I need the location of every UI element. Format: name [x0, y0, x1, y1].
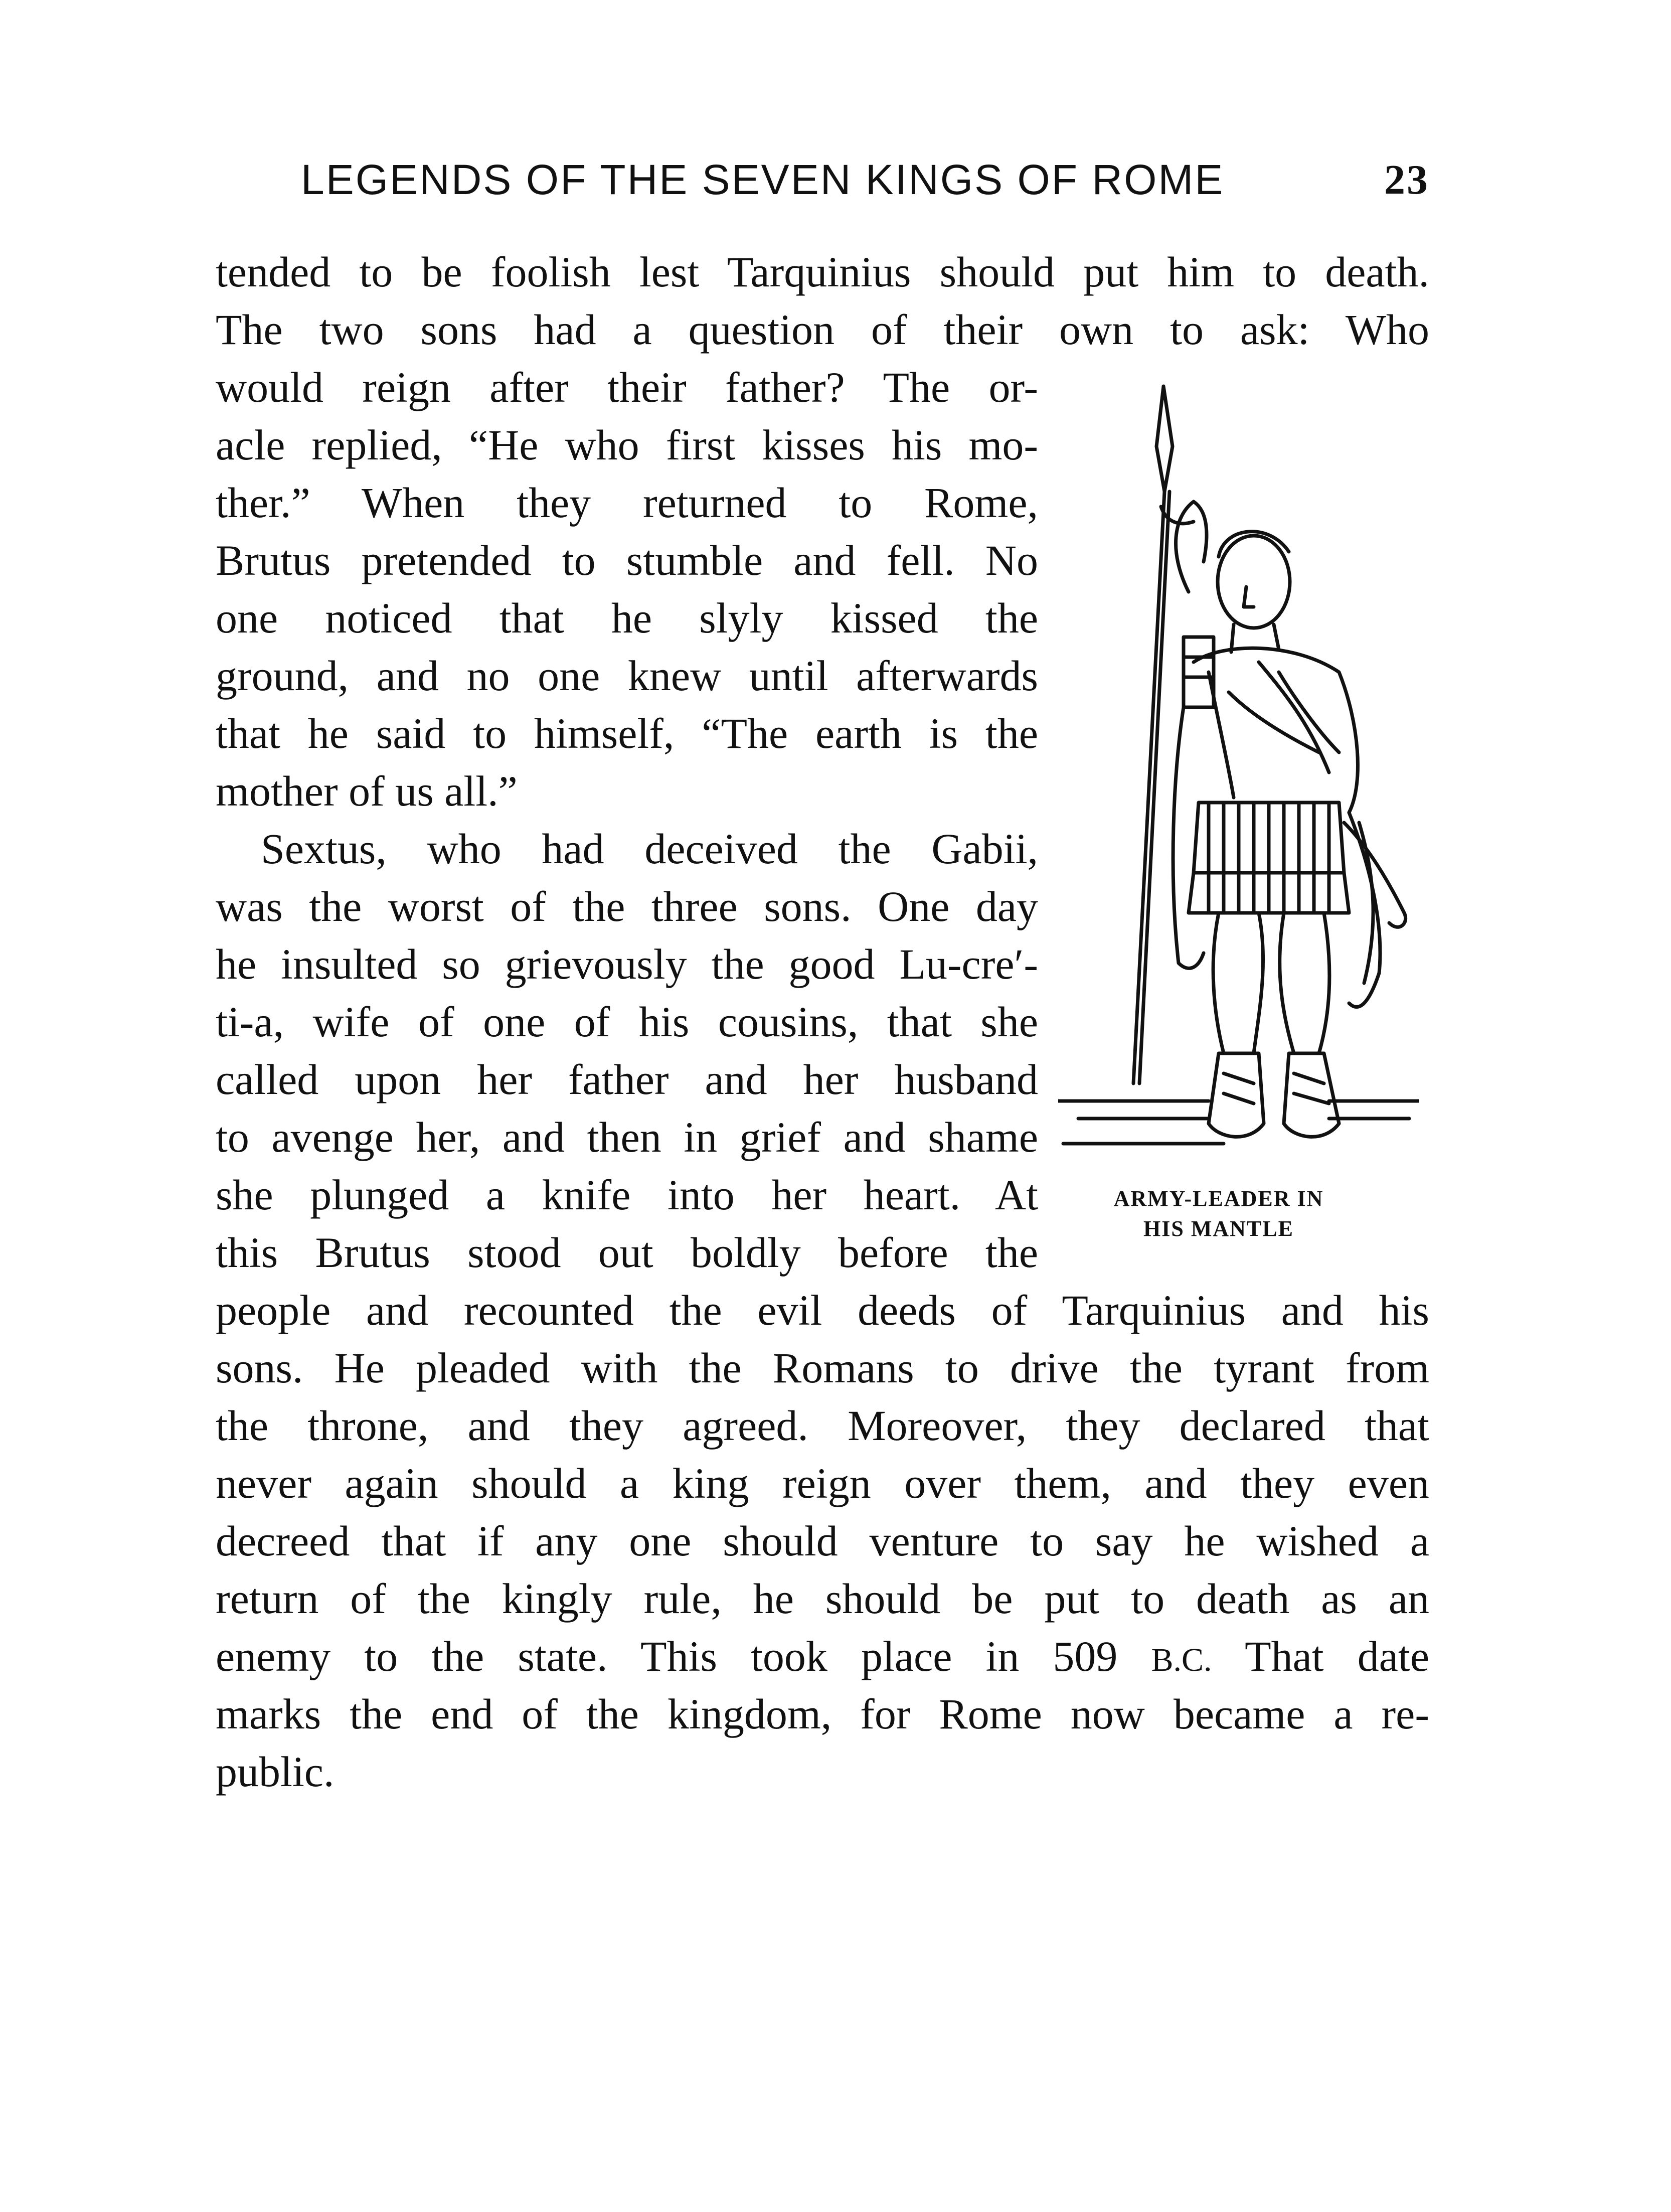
text-line: never again should a king reign over them, and they even	[216, 1459, 1429, 1507]
text-line: to avenge her, and then in grief and shame	[216, 1113, 1038, 1161]
figure-caption	[1048, 1184, 1389, 1244]
text-line: tended to be foolish lest Tarquinius should put him to death.	[216, 248, 1429, 296]
caption-line: ARMY-LEADER IN	[1113, 1186, 1324, 1211]
text-line: marks the end of the kingdom, for Rome now became a re-	[216, 1690, 1429, 1738]
text-line: she plunged a knife into her heart. At	[216, 1171, 1038, 1219]
text-line-start: enemy to the state. This took place in 509	[216, 1632, 1118, 1680]
text-line: ground, and no one knew until afterwards	[216, 652, 1038, 700]
text-line: Sextus, who had deceived the Gabii,	[261, 825, 1038, 873]
text-line: mother of us all.”	[216, 767, 518, 815]
text-line: would reign after their father? The or-	[216, 363, 1038, 411]
running-title: LEGENDS OF THE SEVEN KINGS OF ROME	[301, 156, 1225, 203]
text-line: was the worst of the three sons. One day	[216, 882, 1038, 930]
text-line-end: That date	[1212, 1632, 1429, 1680]
page-number: 23	[1384, 156, 1429, 203]
text-line: ther.” When they returned to Rome,	[216, 479, 1038, 527]
text-line: one noticed that he slyly kissed the	[216, 594, 1038, 642]
text-line: this Brutus stood out boldly before the	[216, 1228, 1038, 1277]
text-line: acle replied, “He who first kisses his mo-	[216, 421, 1038, 469]
text-line: decreed that if any one should venture to say he wished a	[216, 1517, 1429, 1565]
roman-army-leader-illustration	[1058, 371, 1419, 1184]
text-line: he insulted so grievously the good Lu-cre′-	[216, 940, 1038, 988]
text-line: called upon her father and her husband	[216, 1055, 1038, 1103]
running-header	[301, 155, 1429, 221]
text-line: that he said to himself, “The earth is the	[216, 709, 1038, 757]
text-line: Brutus pretended to stumble and fell. No	[216, 536, 1038, 584]
text-line: public.	[216, 1748, 335, 1796]
army-leader-drawing	[1058, 371, 1419, 1184]
text-line-with-era	[216, 1628, 1429, 1689]
text-line: sons. He pleaded with the Romans to drive the tyrant from	[216, 1344, 1429, 1392]
text-line: people and recounted the evil deeds of Tarquinius and his	[216, 1286, 1429, 1334]
text-line: The two sons had a question of their own to ask: Who	[216, 305, 1429, 354]
text-line: ti-a, wife of one of his cousins, that she	[216, 998, 1038, 1046]
era-abbreviation: B.C.	[1151, 1642, 1212, 1678]
text-line: return of the kingly rule, he should be put to death as an	[216, 1574, 1429, 1623]
text-line: the throne, and they agreed. Moreover, they declared that	[216, 1401, 1429, 1450]
caption-line: HIS MANTLE	[1143, 1216, 1294, 1241]
